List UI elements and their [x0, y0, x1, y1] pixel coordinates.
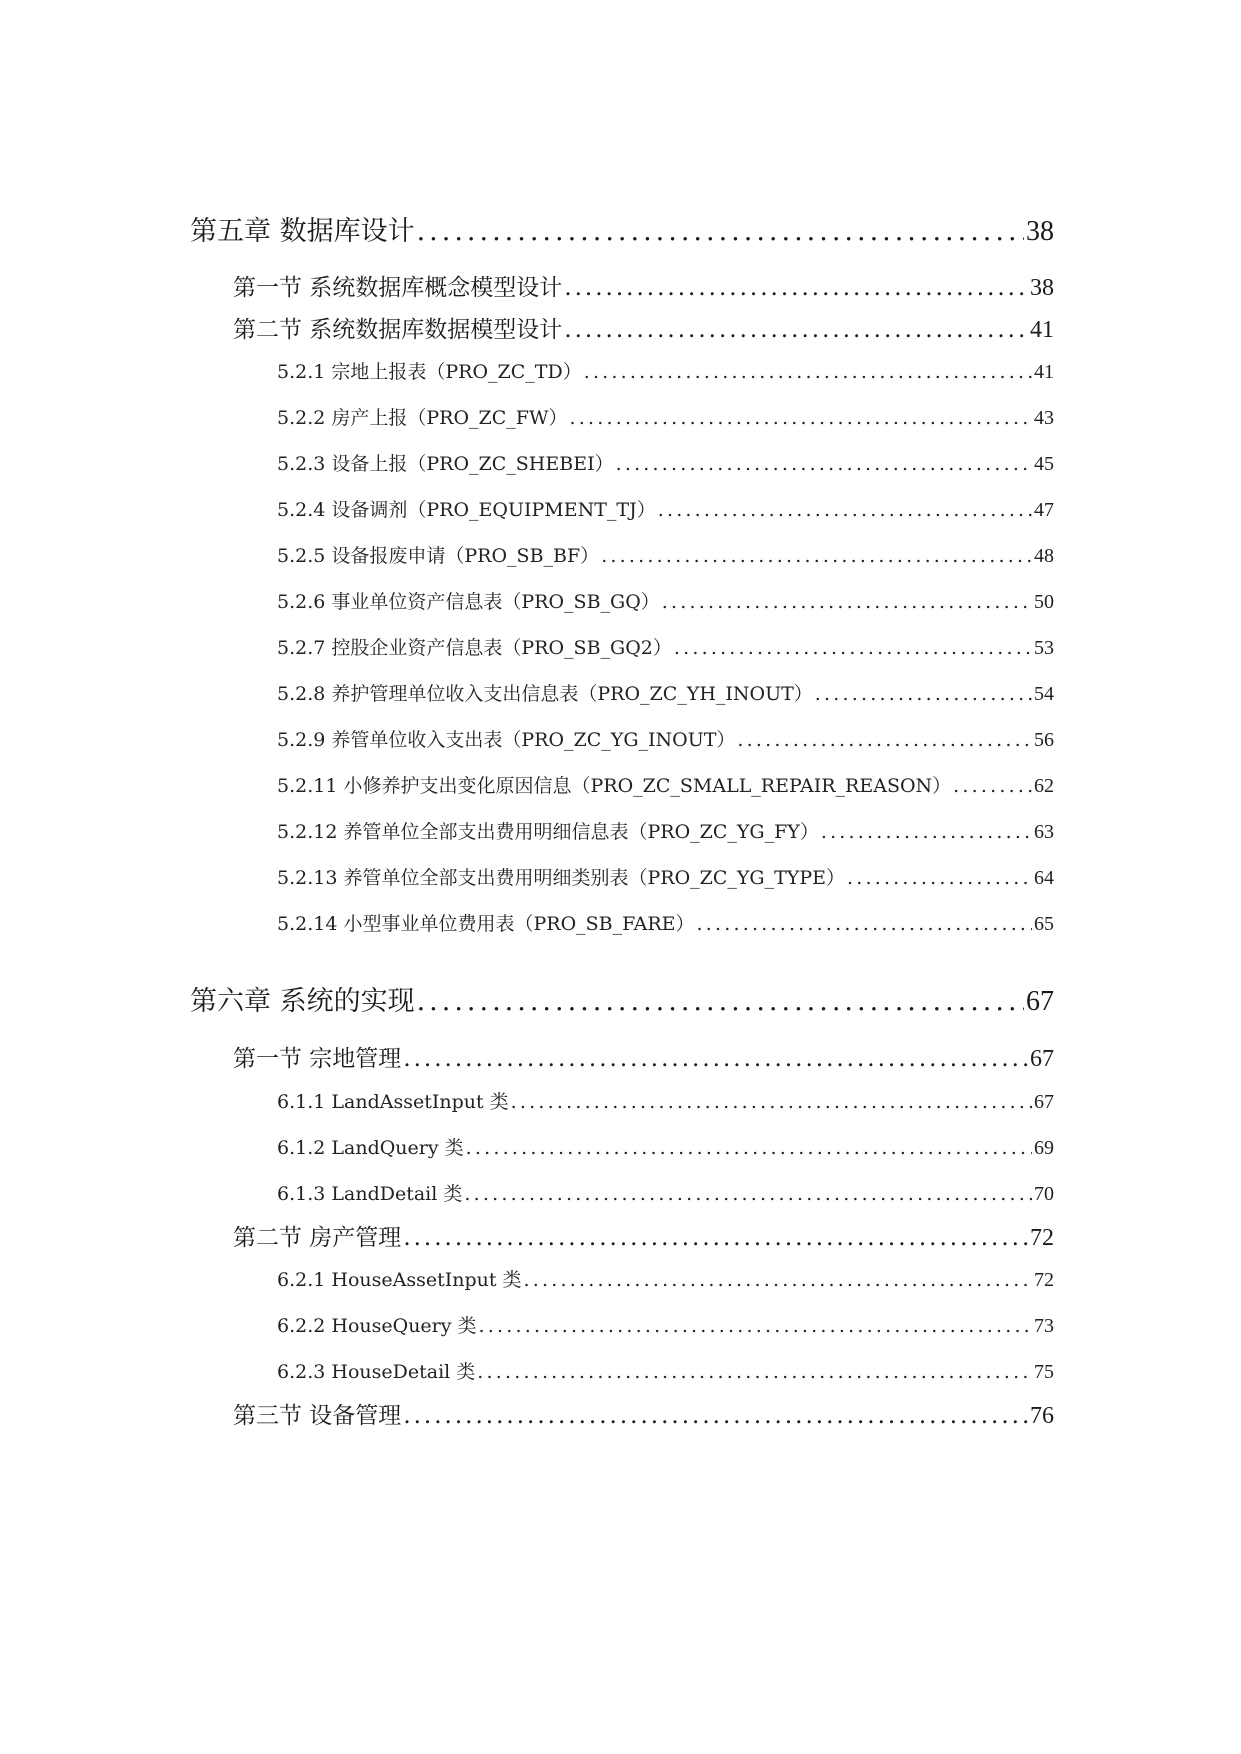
- toc-entry-title: 5.2.5 设备报废申请（PRO_SB_BF）: [277, 545, 600, 567]
- toc-subsection-6-1-1[interactable]: [277, 1087, 1054, 1117]
- toc-subsection-5-2-6[interactable]: [277, 587, 1054, 617]
- dot-leader: [570, 403, 1032, 433]
- toc-subsection-6-2-2[interactable]: [277, 1311, 1054, 1341]
- toc-entry-title: 第五章 数据库设计: [190, 216, 415, 247]
- toc-page-number: 69: [1034, 1137, 1054, 1159]
- toc-entry-title: 第一节 宗地管理: [233, 1046, 402, 1072]
- toc-page-number: 50: [1034, 591, 1054, 613]
- toc-page-number: 73: [1034, 1315, 1054, 1337]
- toc-chapter-6[interactable]: [190, 983, 1054, 1021]
- dot-leader: [601, 541, 1032, 571]
- toc-entry-title: 6.2.1 HouseAssetInput 类: [277, 1269, 522, 1291]
- toc-section-6-3[interactable]: [233, 1399, 1054, 1433]
- toc-subsection-5-2-13[interactable]: [277, 863, 1054, 893]
- toc-entry-title: 6.2.3 HouseDetail 类: [277, 1361, 476, 1383]
- toc-page-number: 72: [1030, 1225, 1054, 1251]
- toc-page-number: 70: [1034, 1183, 1054, 1205]
- toc-entry-title: 6.1.3 LandDetail 类: [277, 1183, 463, 1205]
- toc-page-number: 67: [1034, 1091, 1054, 1113]
- toc-entry-title: 5.2.13 养管单位全部支出费用明细类别表（PRO_ZC_YG_TYPE）: [277, 867, 845, 889]
- toc-chapter-5[interactable]: [190, 213, 1054, 251]
- dot-leader: [697, 909, 1032, 939]
- toc-page-number: 47: [1034, 499, 1054, 521]
- toc-entry-title: 第三节 设备管理: [233, 1403, 402, 1429]
- toc-page-number: 67: [1030, 1046, 1054, 1072]
- toc-subsection-5-2-2[interactable]: [277, 403, 1054, 433]
- toc-page-number: 62: [1034, 775, 1054, 797]
- toc-page-number: 41: [1030, 317, 1054, 343]
- toc-entry-title: 6.2.2 HouseQuery 类: [277, 1315, 477, 1337]
- dot-leader: [477, 1357, 1032, 1387]
- toc-section-5-1[interactable]: [233, 271, 1054, 305]
- dot-leader: [403, 1399, 1028, 1433]
- toc-page-number: 43: [1034, 407, 1054, 429]
- dot-leader: [616, 449, 1032, 479]
- toc-page-number: 72: [1034, 1269, 1054, 1291]
- toc-section-6-2[interactable]: [233, 1221, 1054, 1255]
- dot-leader: [511, 1087, 1032, 1117]
- toc-entry-title: 5.2.7 控股企业资产信息表（PRO_SB_GQ2）: [277, 637, 672, 659]
- dot-leader: [524, 1265, 1032, 1295]
- toc-subsection-5-2-8[interactable]: [277, 679, 1054, 709]
- toc-entry-title: 5.2.2 房产上报（PRO_ZC_FW）: [277, 407, 568, 429]
- toc-page-number: 76: [1030, 1403, 1054, 1429]
- toc-entry-title: 6.1.1 LandAssetInput 类: [277, 1091, 509, 1113]
- toc-page-number: 56: [1034, 729, 1054, 751]
- dot-leader: [417, 213, 1024, 251]
- toc-page-number: 45: [1034, 453, 1054, 475]
- dot-leader: [821, 817, 1032, 847]
- toc-entry-title: 5.2.1 宗地上报表（PRO_ZC_TD）: [277, 361, 582, 383]
- dot-leader: [953, 771, 1032, 801]
- dot-leader: [658, 495, 1032, 525]
- dot-leader: [662, 587, 1032, 617]
- toc-subsection-5-2-5[interactable]: [277, 541, 1054, 571]
- dot-leader: [674, 633, 1032, 663]
- toc-page-number: 63: [1034, 821, 1054, 843]
- toc-entry-title: 5.2.12 养管单位全部支出费用明细信息表（PRO_ZC_YG_FY）: [277, 821, 819, 843]
- dot-leader: [403, 1221, 1028, 1255]
- toc-section-6-1[interactable]: [233, 1042, 1054, 1076]
- toc-entry-title: 第六章 系统的实现: [190, 986, 415, 1017]
- toc-subsection-5-2-7[interactable]: [277, 633, 1054, 663]
- dot-leader: [815, 679, 1032, 709]
- toc-page-number: 64: [1034, 867, 1054, 889]
- toc-page-number: 53: [1034, 637, 1054, 659]
- toc-subsection-5-2-4[interactable]: [277, 495, 1054, 525]
- dot-leader: [584, 357, 1032, 387]
- dot-leader: [403, 1042, 1028, 1076]
- dot-leader: [479, 1311, 1032, 1341]
- toc-subsection-5-2-1[interactable]: [277, 357, 1054, 387]
- toc-section-5-2[interactable]: [233, 313, 1054, 347]
- dot-leader: [564, 313, 1028, 347]
- dot-leader: [847, 863, 1032, 893]
- toc-entry-title: 5.2.8 养护管理单位收入支出信息表（PRO_ZC_YH_INOUT）: [277, 683, 813, 705]
- toc-page-number: 38: [1030, 275, 1054, 301]
- toc-page-number: 75: [1034, 1361, 1054, 1383]
- toc-subsection-5-2-12[interactable]: [277, 817, 1054, 847]
- dot-leader: [464, 1179, 1032, 1209]
- dot-leader: [417, 983, 1024, 1021]
- toc-page-number: 41: [1034, 361, 1054, 383]
- toc-entry-title: 5.2.4 设备调剂（PRO_EQUIPMENT_TJ）: [277, 499, 656, 521]
- toc-entry-title: 第一节 系统数据库概念模型设计: [233, 275, 563, 301]
- toc-entry-title: 5.2.3 设备上报（PRO_ZC_SHEBEI）: [277, 453, 614, 475]
- toc-page-number: 48: [1034, 545, 1054, 567]
- toc-subsection-5-2-3[interactable]: [277, 449, 1054, 479]
- toc-subsection-6-1-3[interactable]: [277, 1179, 1054, 1209]
- toc-entry-title: 5.2.11 小修养护支出变化原因信息（PRO_ZC_SMALL_REPAIR_REASON）: [277, 775, 952, 797]
- toc-subsection-6-2-3[interactable]: [277, 1357, 1054, 1387]
- toc-page-number: 54: [1034, 683, 1054, 705]
- dot-leader: [737, 725, 1032, 755]
- toc-subsection-5-2-11[interactable]: [277, 771, 1054, 801]
- toc-entry-title: 6.1.2 LandQuery 类: [277, 1137, 464, 1159]
- toc-entry-title: 5.2.9 养管单位收入支出表（PRO_ZC_YG_INOUT）: [277, 729, 736, 751]
- toc-subsection-6-2-1[interactable]: [277, 1265, 1054, 1295]
- dot-leader: [466, 1133, 1032, 1163]
- toc-entry-title: 第二节 房产管理: [233, 1225, 402, 1251]
- toc-subsection-5-2-14[interactable]: [277, 909, 1054, 939]
- toc-entry-title: 5.2.6 事业单位资产信息表（PRO_SB_GQ）: [277, 591, 660, 613]
- toc-page-number: 38: [1026, 216, 1054, 247]
- toc-subsection-5-2-9[interactable]: [277, 725, 1054, 755]
- toc-page-number: 67: [1026, 986, 1054, 1017]
- dot-leader: [564, 271, 1028, 305]
- toc-subsection-6-1-2[interactable]: [277, 1133, 1054, 1163]
- toc-entry-title: 5.2.14 小型事业单位费用表（PRO_SB_FARE）: [277, 913, 695, 935]
- toc-page-number: 65: [1034, 913, 1054, 935]
- toc-entry-title: 第二节 系统数据库数据模型设计: [233, 317, 563, 343]
